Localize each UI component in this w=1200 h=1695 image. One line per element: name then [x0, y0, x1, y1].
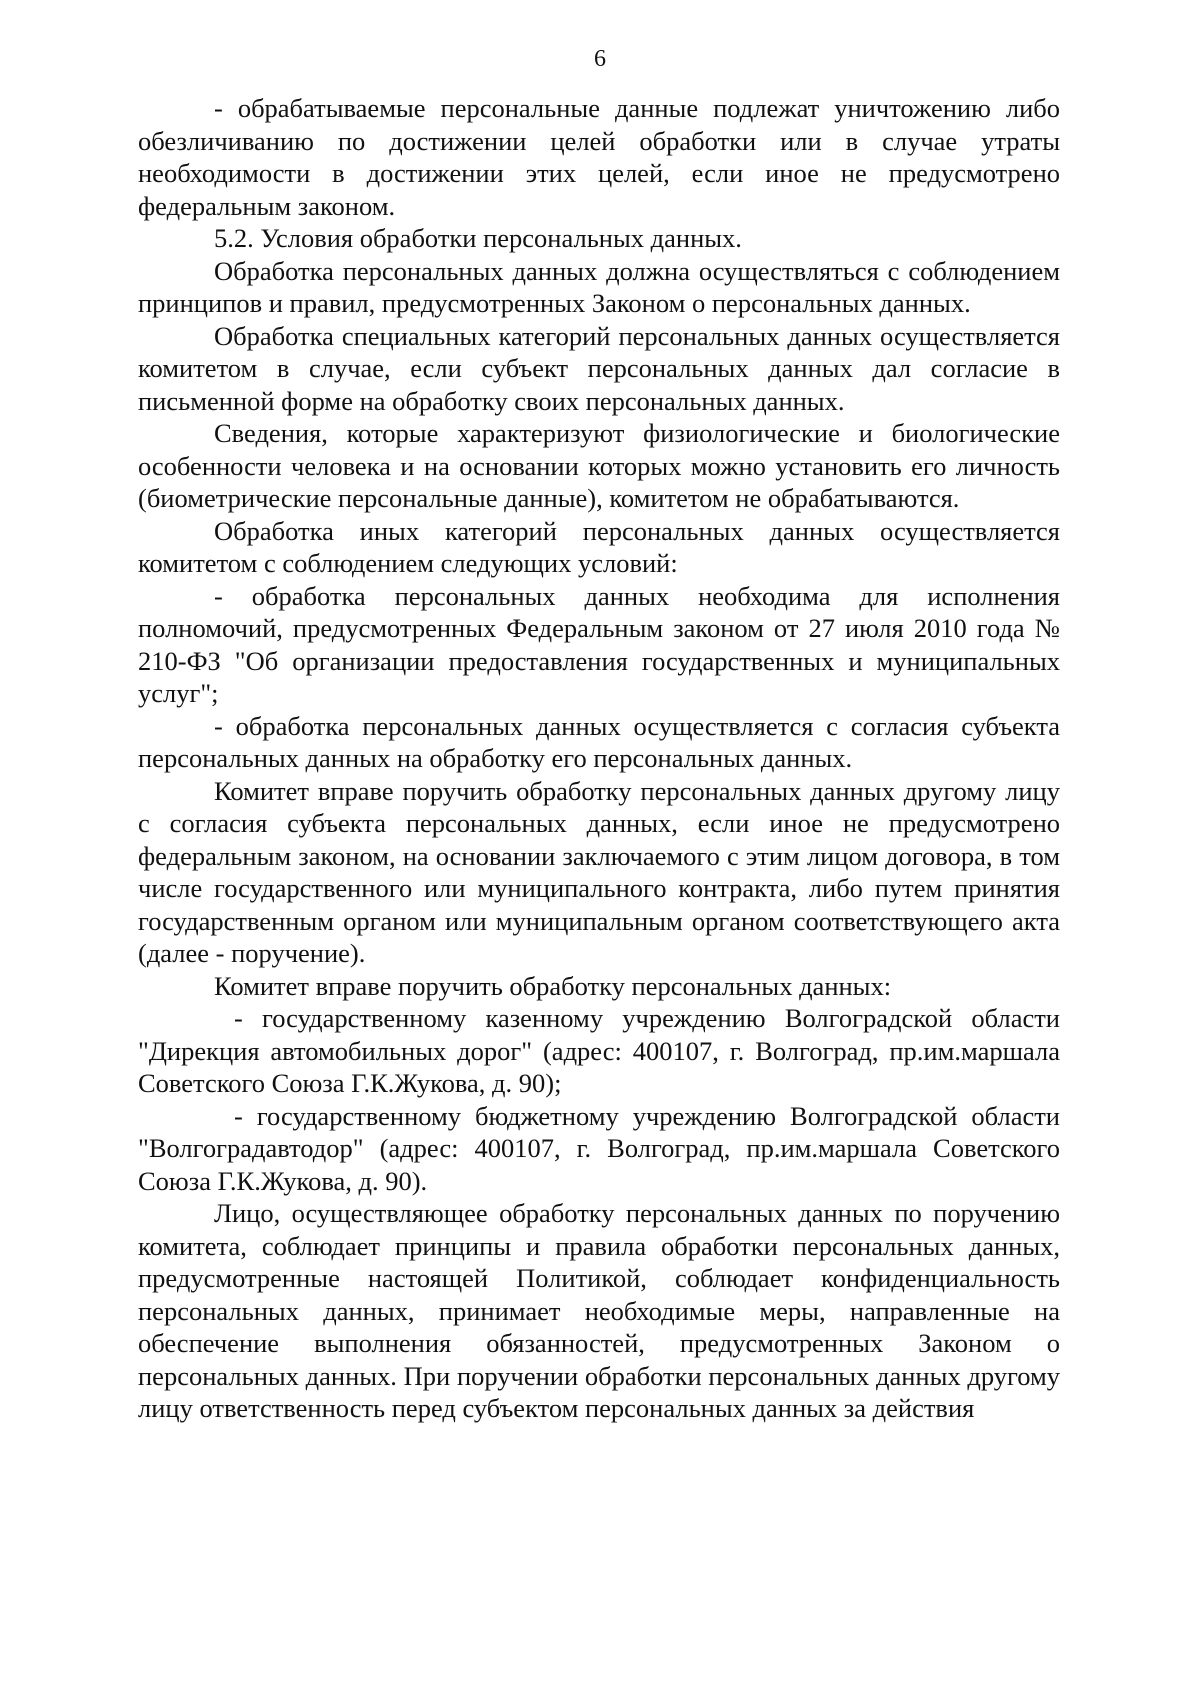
- paragraph-processing-principles: Обработка персональных данных должна осуществляться с соблюдением принципов и правил, предусмотренных Законом о персональных данных.: [138, 255, 1060, 318]
- paragraph-delegation: Комитет вправе поручить обработку персональных данных другому лицу с согласия субъекта персональных данных, если иное не предусмотрено федеральным законом, на основании заключаемого с этим лицом договора, в том числе государственного или муниципального контракта, либо путем принятия государственным органом или муниципальным органом соответствующего акта (далее - поручение).: [138, 775, 1060, 968]
- section-heading-5-2: 5.2. Условия обработки персональных данных.: [214, 223, 742, 253]
- paragraph-delegation-recipients: Комитет вправе поручить обработку персональных данных:: [214, 970, 892, 1001]
- list-item-subject-consent: - обработка персональных данных осуществляется с согласия субъекта персональных данных на обработку его персональных данных.: [138, 710, 1060, 773]
- paragraph-destruction-clause: - обрабатываемые персональные данные подлежат уничтожению либо обезличиванию по достижении целей обработки или в случае утраты необходимости в достижении этих целей, если иное не предусмотрено федеральным законом.: [138, 93, 1060, 221]
- paragraph-biometric-data: Сведения, которые характеризуют физиологические и биологические особенности человека и на основании которых можно установить его личность (биометрические персональные данные), комитетом не обрабатываются.: [138, 418, 1060, 513]
- paragraph-special-categories: Обработка специальных категорий персональных данных осуществляется комитетом в случае, если субъект персональных данных дал согласие в письменной форме на обработку своих персональных данных.: [138, 320, 1060, 416]
- list-item-volgogradavtodor: - государственному бюджетному учреждению Волгоградской области "Волгоградавтодор" (адрес: 400107, г. Волгоград, пр.им.маршала Советского Союза Г.К.Жукова, д. 90).: [138, 1100, 1060, 1196]
- document-body: [138, 92, 1060, 1425]
- page-number: 6: [594, 46, 606, 72]
- list-item-federal-law: - обработка персональных данных необходима для исполнения полномочий, предусмотренных Федеральным законом от 27 июля 2010 года № 210-ФЗ "Об организации предоставления государственных и муниципальных услуг";: [138, 580, 1060, 708]
- paragraph-other-categories: Обработка иных категорий персональных данных осуществляется комитетом с соблюдением следующих условий:: [138, 515, 1060, 578]
- paragraph-processor-obligations: Лицо, осуществляющее обработку персональных данных по поручению комитета, соблюдает принципы и правила обработки персональных данных, предусмотренные настоящей Политикой, соблюдает конфиденциальность персональных данных, принимает необходимые меры, направленные на обеспечение выполнения обязанностей, предусмотренных Законом о персональных данных. При поручении обработки персональных данных другому лицу ответственность перед субъектом персональных данных за действия: [138, 1198, 1060, 1423]
- list-item-road-directorate: - государственному казенному учреждению Волгоградской области "Дирекция автомобильных дорог" (адрес: 400107, г. Волгоград, пр.им.маршала Советского Союза Г.К.Жукова, д. 90);: [138, 1003, 1060, 1098]
